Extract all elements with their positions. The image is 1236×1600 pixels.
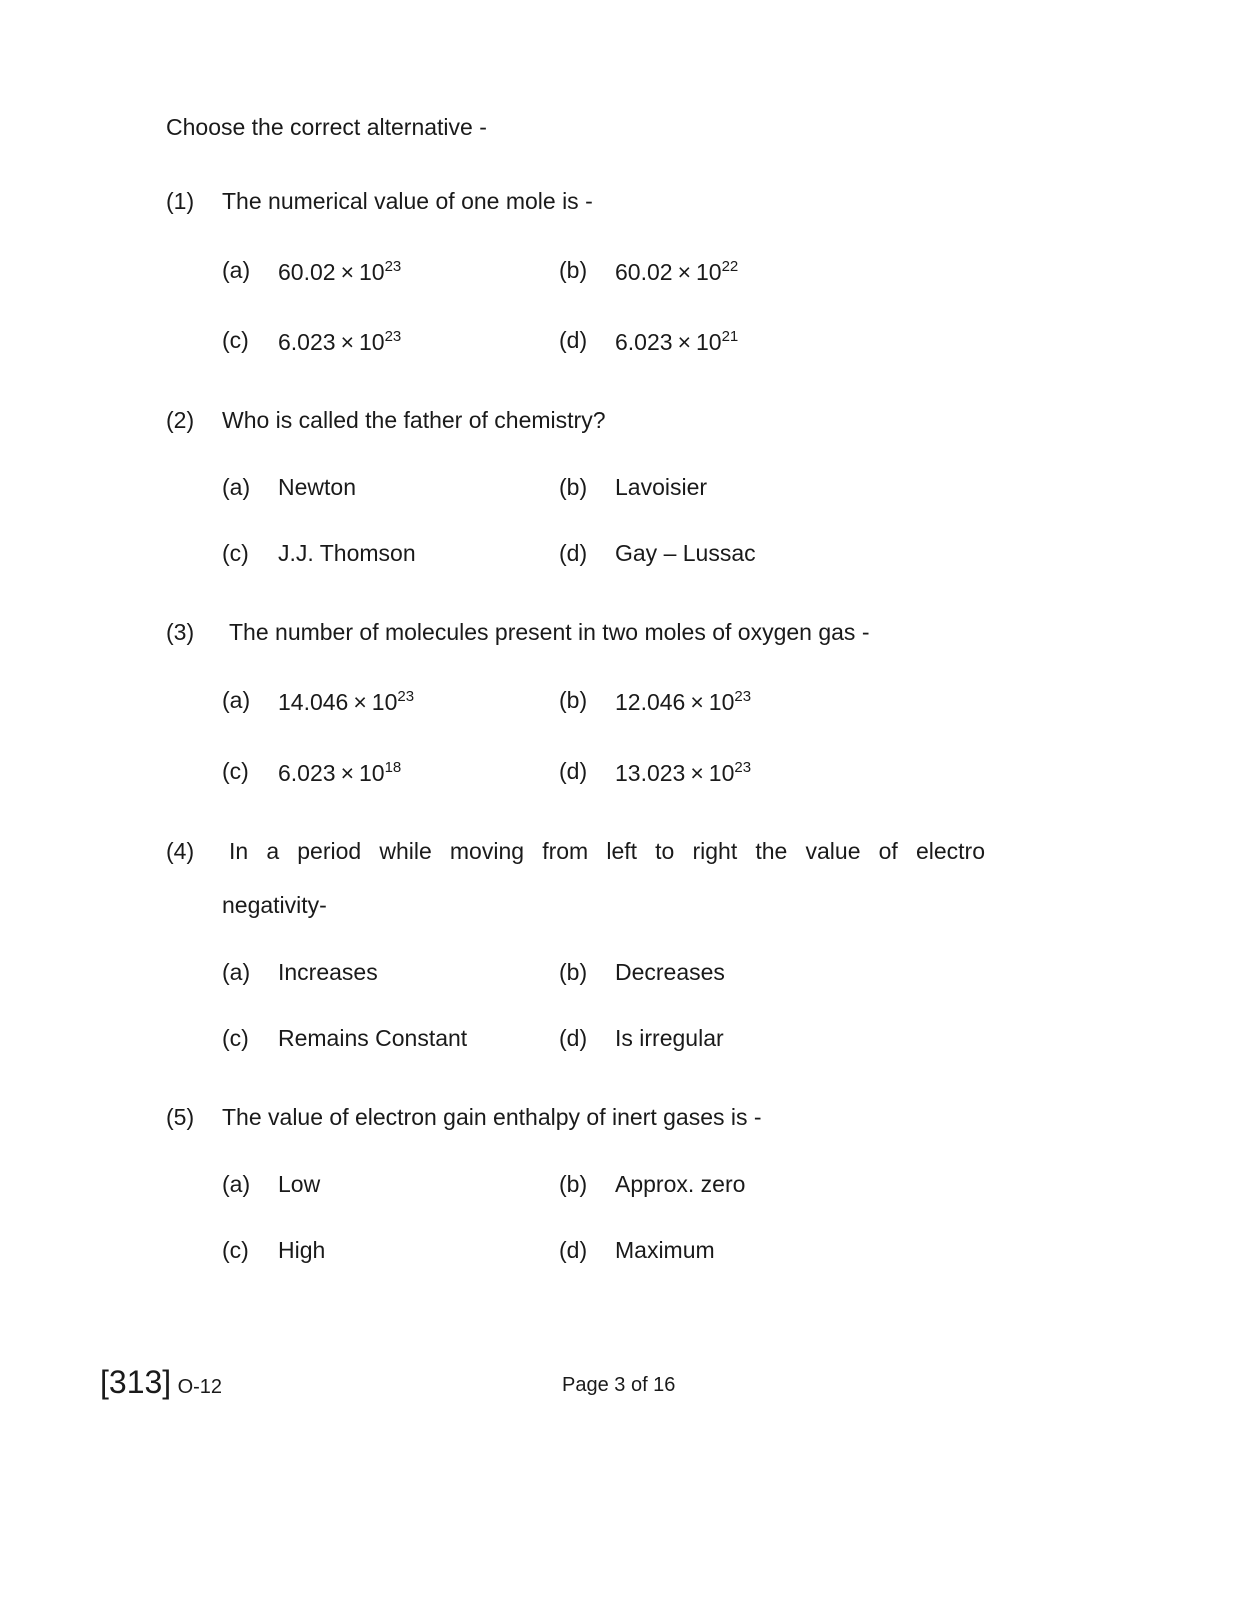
option-label: (a) (222, 474, 251, 500)
option-value: Low (278, 1171, 321, 1197)
question-number: (1) (166, 188, 195, 214)
option-value: $13.023 \times 10^{23}$ (615, 759, 752, 786)
option-value: Remains Constant (278, 1025, 468, 1051)
question-number: (5) (166, 1104, 195, 1130)
question-text: The numerical value of one mole is - (222, 188, 593, 214)
option-value: Approx. zero (615, 1171, 746, 1197)
option-value: J.J. Thomson (278, 540, 416, 566)
option-label: (d) (559, 1025, 588, 1051)
option-value: $14.046 \times 10^{23}$ (278, 688, 415, 715)
option-label: (c) (222, 327, 249, 353)
option-label: (d) (559, 327, 588, 353)
option-label: (b) (559, 257, 588, 283)
question-text-line1: In a period while moving from left to right the value of electro (229, 838, 985, 864)
option-value: Decreases (615, 959, 725, 985)
question-number: (4) (166, 838, 195, 864)
option-value: $60.02 \times 10^{22}$ (615, 258, 739, 285)
option-value: $6.023 \times 10^{18}$ (278, 759, 402, 786)
question-text: Who is called the father of chemistry? (222, 407, 606, 433)
option-label: (d) (559, 540, 588, 566)
option-label: (a) (222, 257, 251, 283)
instruction-text: Choose the correct alternative - (166, 114, 487, 140)
question-number: (3) (166, 619, 195, 645)
option-label: (b) (559, 474, 588, 500)
option-label: (a) (222, 687, 251, 713)
option-value: $60.02 \times 10^{23}$ (278, 258, 402, 285)
subject-code: [313] (100, 1364, 172, 1400)
option-label: (c) (222, 540, 249, 566)
paper-code: O-12 (177, 1376, 223, 1398)
option-label: (a) (222, 1171, 251, 1197)
option-value: High (278, 1237, 326, 1263)
question-number: (2) (166, 407, 195, 433)
option-value: $12.046 \times 10^{23}$ (615, 688, 752, 715)
footer-code (100, 1366, 222, 1398)
option-value: $6.023 \times 10^{23}$ (278, 328, 402, 355)
option-label: (b) (559, 959, 588, 985)
option-value: Lavoisier (615, 474, 708, 500)
option-label: (d) (559, 758, 588, 784)
option-value: Is irregular (615, 1025, 724, 1051)
question-text-line2: negativity- (222, 892, 327, 918)
option-label: (c) (222, 758, 249, 784)
option-label: (c) (222, 1237, 249, 1263)
option-value: Newton (278, 474, 356, 500)
option-label: (c) (222, 1025, 249, 1051)
option-label: (a) (222, 959, 251, 985)
option-label: (b) (559, 1171, 588, 1197)
option-label: (d) (559, 1237, 588, 1263)
option-value: $6.023 \times 10^{21}$ (615, 328, 739, 355)
question-text: The value of electron gain enthalpy of inert gases is - (222, 1104, 762, 1130)
option-value: Increases (278, 959, 378, 985)
option-value: Gay – Lussac (615, 540, 756, 566)
option-label: (b) (559, 687, 588, 713)
question-text: The number of molecules present in two moles of oxygen gas - (229, 619, 870, 645)
option-value: Maximum (615, 1237, 715, 1263)
page-number: Page 3 of 16 (562, 1374, 676, 1396)
